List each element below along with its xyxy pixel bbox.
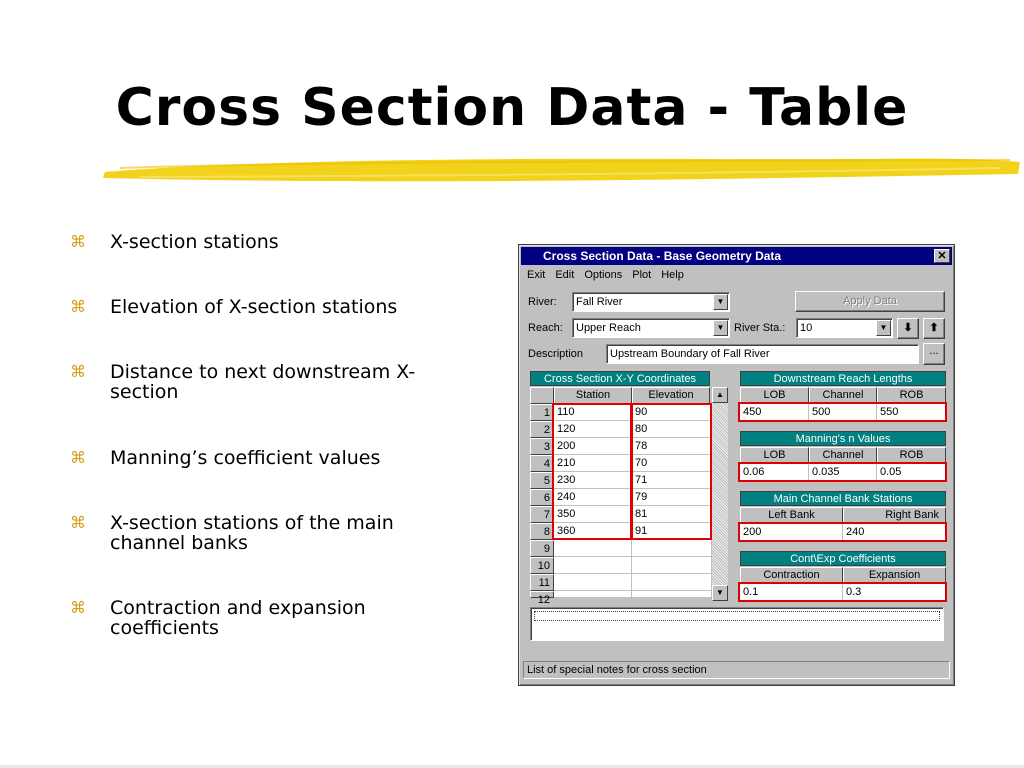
river-sta-select[interactable]	[796, 318, 893, 338]
chevron-down-icon[interactable]: ▼	[876, 320, 891, 336]
menu-exit[interactable]: Exit	[527, 269, 546, 281]
chevron-down-icon[interactable]: ▼	[713, 320, 728, 336]
bullet-item	[70, 232, 470, 252]
bullet-text: Contraction and expansion coefficients	[110, 597, 366, 639]
reach-channel-header: Channel	[809, 387, 877, 403]
elevation-cell[interactable]: 91	[632, 523, 712, 540]
elevation-cell[interactable]: 78	[632, 438, 712, 455]
mannings-highlight	[738, 462, 947, 482]
station-cell[interactable]: 230	[554, 472, 632, 489]
elevation-cell[interactable]: 90	[632, 404, 712, 421]
row-number[interactable]: 5	[530, 472, 554, 489]
row-number[interactable]: 7	[530, 506, 554, 523]
left-bank-header: Left Bank	[740, 507, 843, 523]
notes-field[interactable]	[530, 607, 944, 641]
highlighter-stroke	[100, 150, 1024, 186]
next-station-button[interactable]	[897, 318, 919, 339]
coords-header: Cross Section X-Y Coordinates	[530, 371, 710, 386]
reach-label: Reach:	[528, 322, 563, 334]
mannings-rob-header: ROB	[877, 447, 946, 463]
station-cell[interactable]: 200	[554, 438, 632, 455]
reach-channel-input[interactable]: 500	[809, 404, 877, 421]
station-cell[interactable]: 350	[554, 506, 632, 523]
elevation-cell[interactable]	[632, 591, 712, 598]
notes-focus-rect	[534, 611, 940, 621]
bullet-icon: ⌘	[70, 232, 86, 251]
reach-lengths-header: Downstream Reach Lengths	[740, 371, 946, 386]
station-cell[interactable]: 210	[554, 455, 632, 472]
row-number[interactable]: 9	[530, 540, 554, 557]
row-number[interactable]: 6	[530, 489, 554, 506]
status-text: List of special notes for cross section	[527, 664, 707, 676]
row-number[interactable]: 12	[530, 591, 554, 598]
row-number[interactable]: 4	[530, 455, 554, 472]
elevation-cell[interactable]	[632, 540, 712, 557]
coefficients-highlight	[738, 582, 947, 602]
bullet-text: X-section stations	[110, 231, 279, 253]
river-select[interactable]	[572, 292, 730, 312]
mannings-rob-input[interactable]: 0.05	[877, 464, 946, 481]
row-number[interactable]: 8	[530, 523, 554, 540]
chevron-down-icon[interactable]: ▼	[713, 294, 728, 310]
coords-corner	[530, 387, 554, 404]
bullet-text: X-section stations of the main channel banks	[110, 512, 394, 554]
elevation-cell[interactable]	[632, 557, 712, 574]
row-number[interactable]: 1	[530, 404, 554, 421]
cross-section-dialog	[518, 244, 955, 686]
station-cell[interactable]	[554, 540, 632, 557]
elevation-highlight	[631, 403, 712, 540]
scroll-up-icon[interactable]: ▲	[712, 387, 728, 403]
reach-value: Upper Reach	[576, 322, 641, 334]
description-value: Upstream Boundary of Fall River	[610, 348, 770, 360]
dialog-titlebar[interactable]	[521, 247, 952, 265]
mannings-lob-header: LOB	[740, 447, 809, 463]
reach-lengths-highlight	[738, 402, 947, 422]
station-cell[interactable]	[554, 557, 632, 574]
reach-select[interactable]	[572, 318, 730, 338]
elevation-cell[interactable]: 70	[632, 455, 712, 472]
mannings-channel-input[interactable]: 0.035	[809, 464, 877, 481]
bullet-icon: ⌘	[70, 362, 86, 381]
bullet-icon: ⌘	[70, 513, 86, 532]
description-more-button[interactable]: ...	[923, 343, 945, 365]
river-sta-value: 10	[800, 322, 813, 334]
bullet-icon: ⌘	[70, 297, 86, 316]
status-bar	[523, 661, 950, 679]
bullet-icon: ⌘	[70, 448, 86, 467]
scroll-down-icon[interactable]: ▼	[712, 585, 728, 601]
elevation-column-header: Elevation	[632, 387, 710, 404]
station-cell[interactable]: 360	[554, 523, 632, 540]
menu-plot[interactable]: Plot	[632, 269, 652, 281]
bank-stations-highlight	[738, 522, 947, 542]
bullet-text: Elevation of X-section stations	[110, 296, 398, 318]
station-cell[interactable]: 240	[554, 489, 632, 506]
station-cell[interactable]	[554, 591, 632, 598]
mannings-channel-header: Channel	[809, 447, 877, 463]
slide-title: Cross Section Data - Table	[115, 78, 909, 138]
elevation-cell[interactable]: 71	[632, 472, 712, 489]
reach-lob-input[interactable]: 450	[740, 404, 809, 421]
coords-scrollbar[interactable]	[712, 403, 728, 585]
left-bank-input[interactable]: 200	[740, 524, 843, 541]
description-label: Description	[528, 348, 584, 360]
row-number[interactable]: 11	[530, 574, 554, 591]
right-bank-input[interactable]: 240	[843, 524, 946, 541]
expansion-header: Expansion	[843, 567, 946, 583]
station-cell[interactable]: 120	[554, 421, 632, 438]
description-field[interactable]	[606, 344, 919, 364]
station-cell[interactable]: 110	[554, 404, 632, 421]
close-icon: ✕	[937, 250, 947, 262]
right-bank-header: Right Bank	[843, 507, 946, 523]
mannings-lob-input[interactable]: 0.06	[740, 464, 809, 481]
menu-options[interactable]: Options	[584, 269, 623, 281]
row-number[interactable]: 3	[530, 438, 554, 455]
reach-rob-header: ROB	[877, 387, 946, 403]
bullet-text: Manning’s coefficient values	[110, 447, 381, 469]
bank-stations-header: Main Channel Bank Stations	[740, 491, 946, 506]
elevation-cell[interactable]: 79	[632, 489, 712, 506]
apply-data-button[interactable]: Apply Data	[795, 291, 945, 312]
bullet-item	[70, 297, 470, 317]
bullet-item	[70, 448, 470, 468]
bullet-text: Distance to next downstream X-section	[110, 361, 416, 403]
bullet-icon: ⌘	[70, 598, 86, 617]
menu-bar	[527, 269, 684, 285]
bullet-list	[70, 232, 470, 683]
river-sta-label: River Sta.:	[734, 322, 786, 334]
station-cell[interactable]	[554, 574, 632, 591]
previous-station-button[interactable]	[923, 318, 945, 339]
menu-edit[interactable]: Edit	[555, 269, 575, 281]
close-button[interactable]	[934, 249, 950, 263]
expansion-input[interactable]: 0.3	[843, 584, 946, 601]
coefficients-header: Cont\Exp Coefficients	[740, 551, 946, 566]
menu-help[interactable]: Help	[661, 269, 684, 281]
elevation-cell[interactable]: 80	[632, 421, 712, 438]
elevation-cell[interactable]	[632, 574, 712, 591]
reach-rob-input[interactable]: 550	[877, 404, 946, 421]
river-label: River:	[528, 296, 557, 308]
elevation-cell[interactable]: 81	[632, 506, 712, 523]
arrow-down-icon: ⬇	[903, 322, 913, 334]
contraction-input[interactable]: 0.1	[740, 584, 843, 601]
arrow-up-icon: ⬆	[929, 322, 939, 334]
station-column-header: Station	[554, 387, 632, 404]
row-number[interactable]: 10	[530, 557, 554, 574]
station-highlight	[552, 403, 632, 540]
mannings-header: Manning's n Values	[740, 431, 946, 446]
bullet-item	[70, 513, 470, 553]
river-value: Fall River	[576, 296, 623, 308]
row-number[interactable]: 2	[530, 421, 554, 438]
contraction-header: Contraction	[740, 567, 843, 583]
bullet-item	[70, 362, 470, 402]
bullet-item	[70, 598, 470, 638]
reach-lob-header: LOB	[740, 387, 809, 403]
dialog-title: Cross Section Data - Base Geometry Data	[543, 249, 782, 263]
